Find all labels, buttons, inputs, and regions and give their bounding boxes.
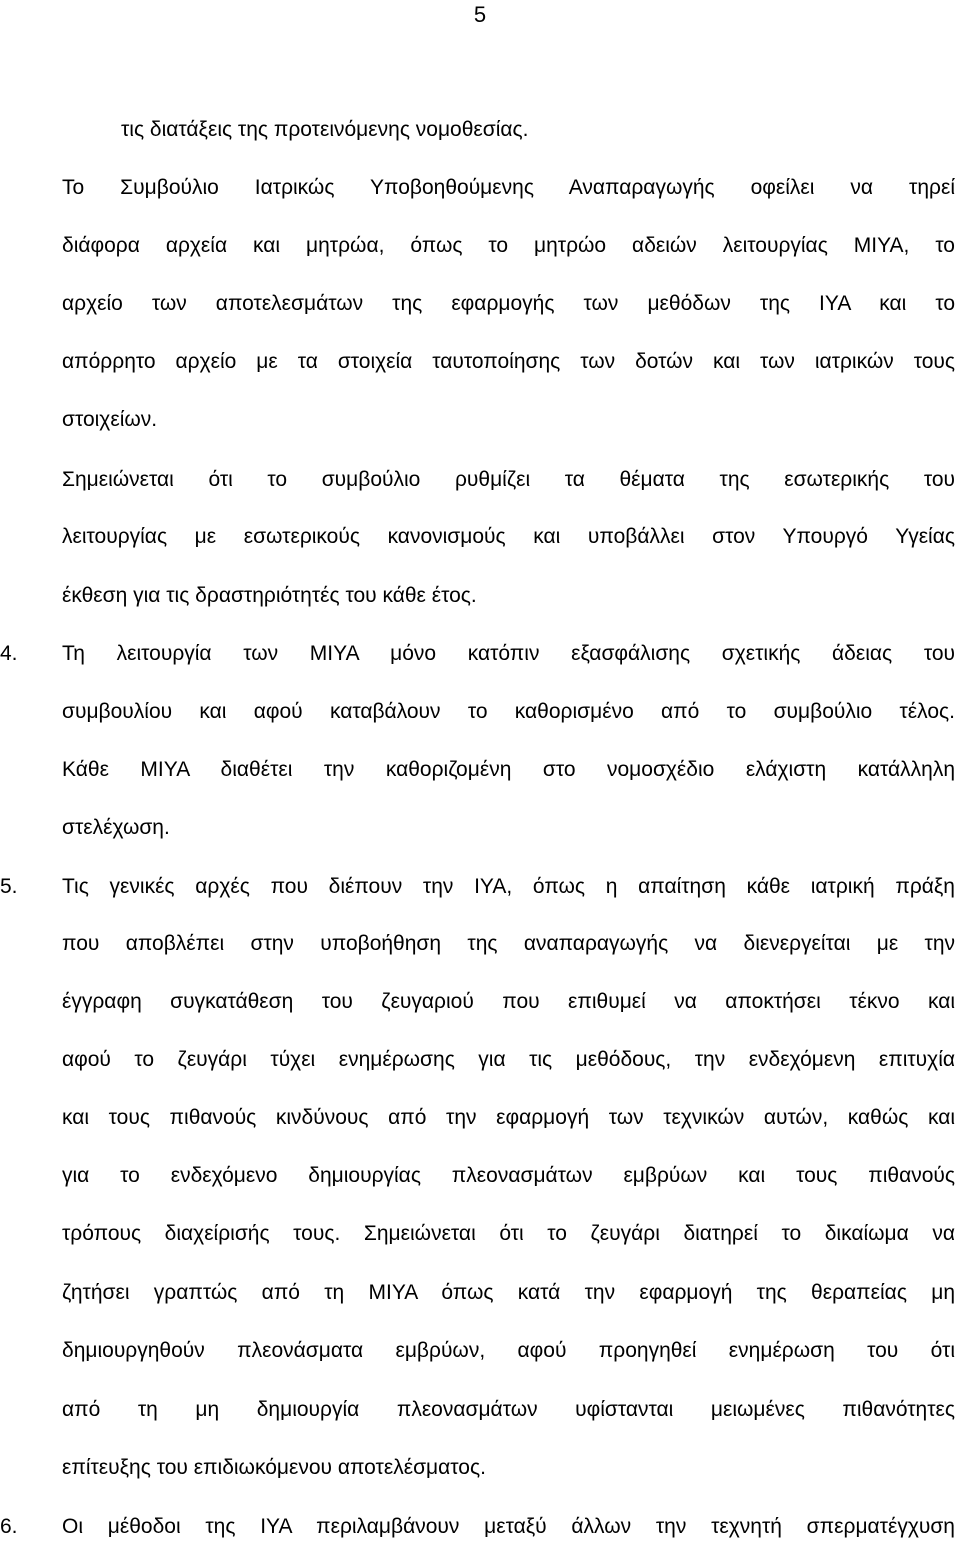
text-line: διάφορα αρχεία και μητρώα, όπως το μητρώο αδειών λειτουργίας ΜΙΥΑ, το	[62, 234, 955, 257]
list-number: 4.	[0, 642, 18, 665]
text-line: τρόπους διαχείρισής τους. Σημειώνεται ότι το ζευγάρι διατηρεί το δικαίωμα να	[62, 1222, 955, 1245]
text-line: που αποβλέπει στην υποβοήθηση της αναπαραγωγής να διενεργείται με την	[62, 932, 955, 955]
text-line: στελέχωση.	[62, 816, 170, 839]
text-line: λειτουργίας με εσωτερικούς κανονισμούς και υποβάλλει στον Υπουργό Υγείας	[62, 525, 955, 548]
text-line: αφού το ζευγάρι τύχει ενημέρωσης για τις μεθόδους, την ενδεχόμενη επιτυχία	[62, 1048, 955, 1071]
text-line: τις διατάξεις της προτεινόμενης νομοθεσίας.	[121, 118, 529, 141]
text-line: ζητήσει γραπτώς από τη ΜΙΥΑ όπως κατά την εφαρμογή της θεραπείας μη	[62, 1281, 955, 1304]
text-line: δημιουργηθούν πλεονάσματα εμβρύων, αφού προηγηθεί ενημέρωση του ότι	[62, 1339, 955, 1362]
list-number: 6.	[0, 1515, 18, 1538]
text-line: αρχείο των αποτελεσμάτων της εφαρμογής των μεθόδων της ΙΥΑ και το	[62, 292, 955, 315]
text-line: Οι μέθοδοι της ΙΥΑ περιλαμβάνουν μεταξύ άλλων την τεχνητή σπερματέγχυση	[62, 1515, 955, 1538]
text-line: έκθεση για τις δραστηριότητές του κάθε έτος.	[62, 584, 477, 607]
text-line: Τις γενικές αρχές που διέπουν την ΙΥΑ, όπως η απαίτηση κάθε ιατρική πράξη	[62, 875, 955, 898]
text-line: Σημειώνεται ότι το συμβούλιο ρυθμίζει τα θέματα της εσωτερικής του	[62, 468, 955, 491]
text-line: από τη μη δημιουργία πλεονασμάτων υφίστανται μειωμένες πιθανότητες	[62, 1398, 955, 1421]
text-line: απόρρητο αρχείο με τα στοιχεία ταυτοποίησης των δοτών και των ιατρικών τους	[62, 350, 955, 373]
text-line: έγγραφη συγκατάθεση του ζευγαριού που επιθυμεί να αποκτήσει τέκνο και	[62, 990, 955, 1013]
text-line: Το Συμβούλιο Ιατρικώς Υποβοηθούμενης Αναπαραγωγής οφείλει να τηρεί	[62, 176, 955, 199]
list-number: 5.	[0, 875, 18, 898]
text-line: στοιχείων.	[62, 408, 158, 431]
text-line: για το ενδεχόμενο δημιουργίας πλεονασμάτων εμβρύων και τους πιθανούς	[62, 1164, 955, 1187]
text-line: επίτευξης του επιδιωκόμενου αποτελέσματος.	[62, 1456, 486, 1479]
text-line: Τη λειτουργία των ΜΙΥΑ μόνο κατόπιν εξασφάλισης σχετικής άδειας του	[62, 642, 955, 665]
text-line: και τους πιθανούς κινδύνους από την εφαρμογή των τεχνικών αυτών, καθώς και	[62, 1106, 955, 1129]
text-line: συμβουλίου και αφού καταβάλουν το καθορισμένο από το συμβούλιο τέλος.	[62, 700, 955, 723]
text-line: Κάθε ΜΙΥΑ διαθέτει την καθοριζομένη στο νομοσχέδιο ελάχιστη κατάλληλη	[62, 758, 955, 781]
page-number: 5	[473, 2, 487, 27]
